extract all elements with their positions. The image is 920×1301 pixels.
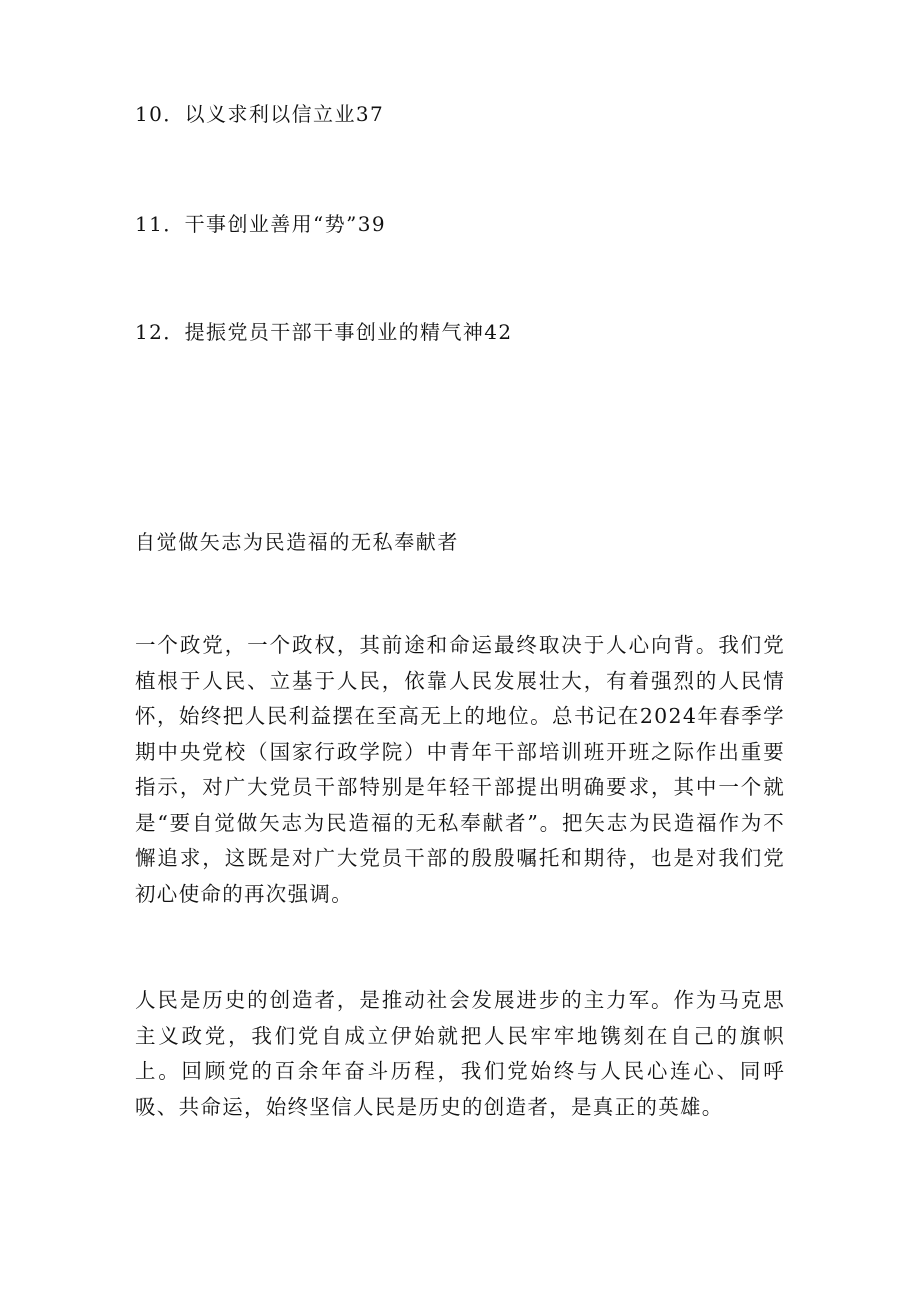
toc-item-10: 10．以义求利以信立业37 <box>135 102 385 126</box>
article-paragraph-1: 一个政党，一个政权，其前途和命运最终取决于人心向背。我们党植根于人民、立基于人民，依靠人民发展壮大，有着强烈的人民情怀，始终把人民利益摆在至高无上的地位。总书记在2024年春季学期中央党校（国家行政学院）中青年干部培训班开班之际作出重要指示，对广大党员干部特别是年轻干部提出明确要求，其中一个就是“要自觉做矢志为民造福的无私奉献者”。把矢志为民造福作为不懈追求，这既是对广大党员干部的殷殷嘱托和期待，也是对我们党初心使命的再次强调。 <box>135 633 785 906</box>
toc-item-11: 11．干事创业善用“势”39 <box>135 212 386 236</box>
article-title: 自觉做矢志为民造福的无私奉献者 <box>135 530 459 554</box>
toc-item-12: 12．提振党员干部干事创业的精气神42 <box>135 320 513 344</box>
article-paragraph-2: 人民是历史的创造者，是推动社会发展进步的主力军。作为马克思主义政党，我们党自成立伊始就把人民牢牢地镌刻在自己的旗帜上。回顾党的百余年奋斗历程，我们党始终与人民心连心、同呼吸、共命运，始终坚信人民是历史的创造者，是真正的英雄。 <box>135 988 785 1119</box>
